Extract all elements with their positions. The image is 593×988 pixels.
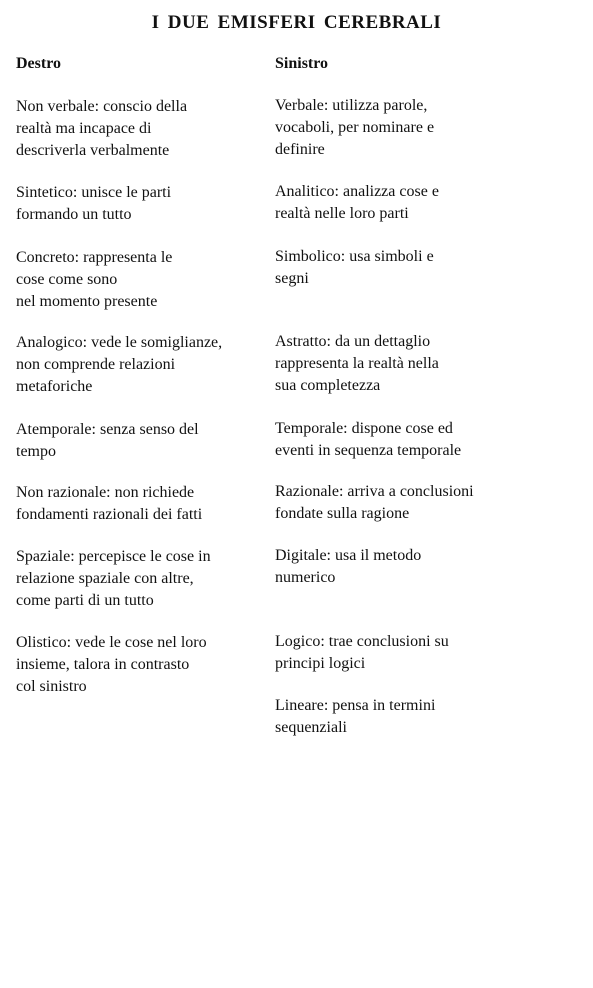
right-entry-verbale: Verbale: utilizza parole, vocaboli, per nominare e definire [275,97,435,158]
right-entry-lineare: Lineare: pensa in termini sequenziali [275,697,436,736]
left-entry-sintetico: Sintetico: unisce le parti formando un tutto [16,184,172,223]
left-entry-non-razionale: Non razionale: non richiede fondamenti razionali dei fatti [16,484,203,523]
right-entry-logico: Logico: trae conclusioni su principi logici [275,633,449,672]
right-entry-astratto: Astratto: da un dettaglio rappresenta la realtà nella sua completezza [275,333,439,394]
right-entry-simbolico: Simbolico: usa simboli e segni [275,248,434,287]
right-entry-digitale: Digitale: usa il metodo numerico [275,547,422,586]
right-entry-razionale: Razionale: arriva a conclusioni fondate sulla ragione [275,483,474,522]
left-entry-non-verbale: Non verbale: conscio della realtà ma incapace di descriverla verbalmente [16,98,188,159]
page-title: I DUE EMISFERI CEREBRALI [151,12,442,33]
right-entry-analitico: Analitico: analizza cose e realtà nelle loro parti [275,183,439,222]
left-entry-atemporale: Atemporale: senza senso del tempo [16,421,199,460]
column-header-destro: Destro [16,55,62,72]
column-header-sinistro: Sinistro [275,55,329,72]
left-entry-olistico: Olistico: vede le cose nel loro insieme, talora in contrasto col sinistro [16,634,207,695]
right-entry-temporale: Temporale: dispone cose ed eventi in sequenza temporale [275,420,462,459]
left-entry-analogico: Analogico: vede le somiglianze, non comprende relazioni metaforiche [16,334,223,395]
left-entry-spaziale: Spaziale: percepisce le cose in relazione spaziale con altre, come parti di un tutto [16,548,211,609]
left-entry-concreto: Concreto: rappresenta le cose come sono nel momento presente [16,249,173,310]
